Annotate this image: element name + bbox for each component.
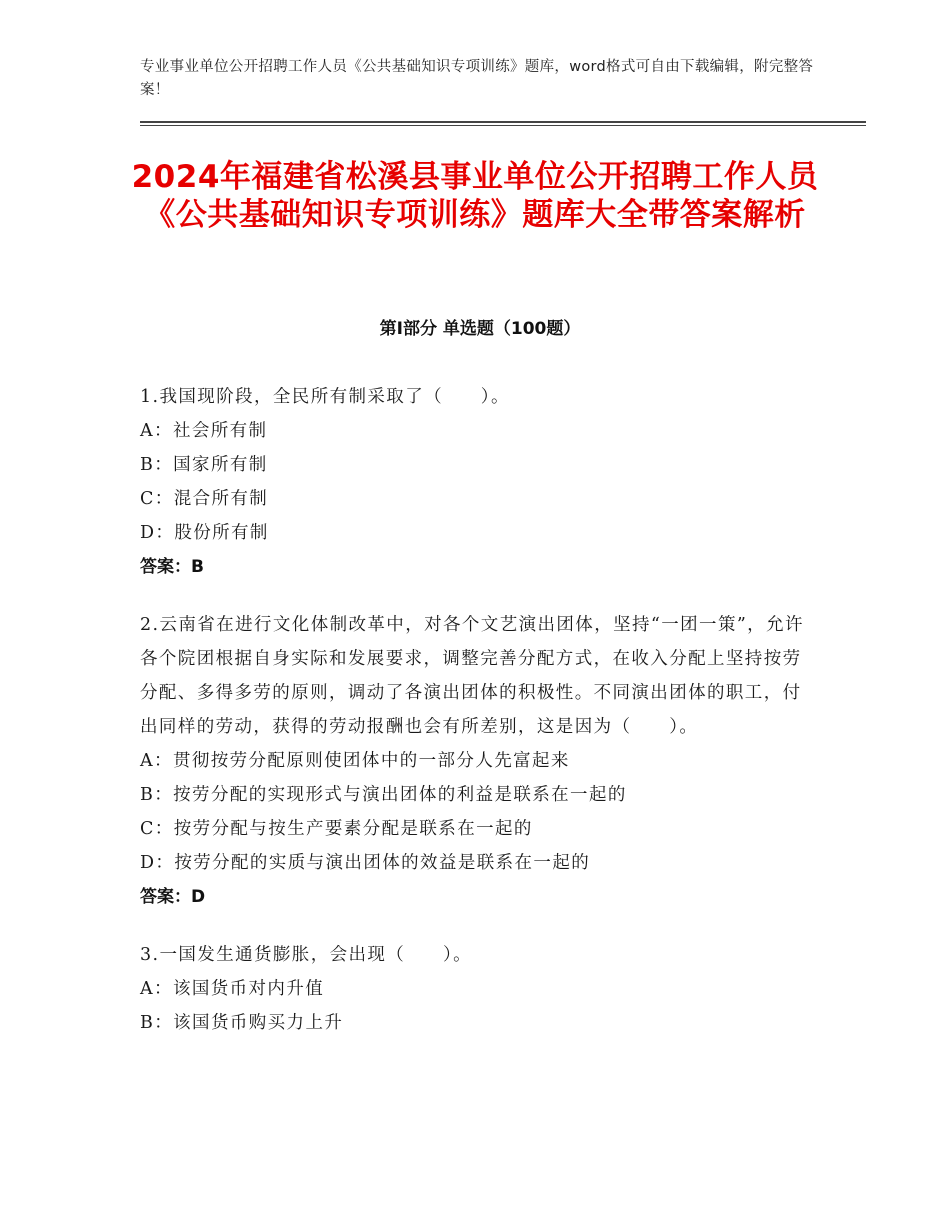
question-stem: 2.云南省在进行文化体制改革中，对各个文艺演出团体，坚持“一团一策”，允许各个院团根据自身实际和发展要求，调整完善分配方式，在收入分配上坚持按劳分配、多得多劳的原则，调动了各演出团体的积极性。不同演出团体的职工，付出同样的劳动，获得的劳动报酬也会有所差别，这是因为（ ）。 (140, 615, 804, 737)
option-a: A：社会所有制 (140, 421, 268, 441)
question-1 (140, 380, 820, 584)
option-c: C：混合所有制 (140, 489, 269, 509)
option-b: B：该国货币购买力上升 (140, 1013, 344, 1033)
section-title: 第Ⅰ部分 单选题（100题） (379, 319, 581, 339)
header-note: 专业事业单位公开招聘工作人员《公共基础知识专项训练》题库，word格式可自由下载编辑，附完整答案！ (140, 59, 814, 98)
question-3 (140, 938, 820, 1040)
option-b: B：按劳分配的实现形式与演出团体的利益是联系在一起的 (140, 785, 627, 805)
option-a: A：该国货币对内升值 (140, 979, 325, 999)
answer: 答案：B (140, 557, 204, 577)
question-stem: 3.一国发生通货膨胀，会出现（ ）。 (140, 945, 473, 965)
option-c: C：按劳分配与按生产要素分配是联系在一起的 (140, 819, 533, 839)
option-a: A：贯彻按劳分配原则使团体中的一部分人先富起来 (140, 751, 570, 771)
question-2 (140, 608, 820, 914)
header-divider-thick (140, 121, 866, 123)
document-title: 2024年福建省松溪县事业单位公开招聘工作人员《公共基础知识专项训练》题库大全带答案解析 (131, 159, 819, 233)
header-divider-thin (140, 125, 866, 126)
option-d: D：按劳分配的实质与演出团体的效益是联系在一起的 (140, 853, 591, 873)
option-d: D：股份所有制 (140, 523, 269, 543)
question-list (140, 380, 820, 1064)
answer: 答案：D (140, 887, 206, 907)
option-b: B：国家所有制 (140, 455, 268, 475)
question-stem: 1.我国现阶段，全民所有制采取了（ ）。 (140, 387, 510, 407)
